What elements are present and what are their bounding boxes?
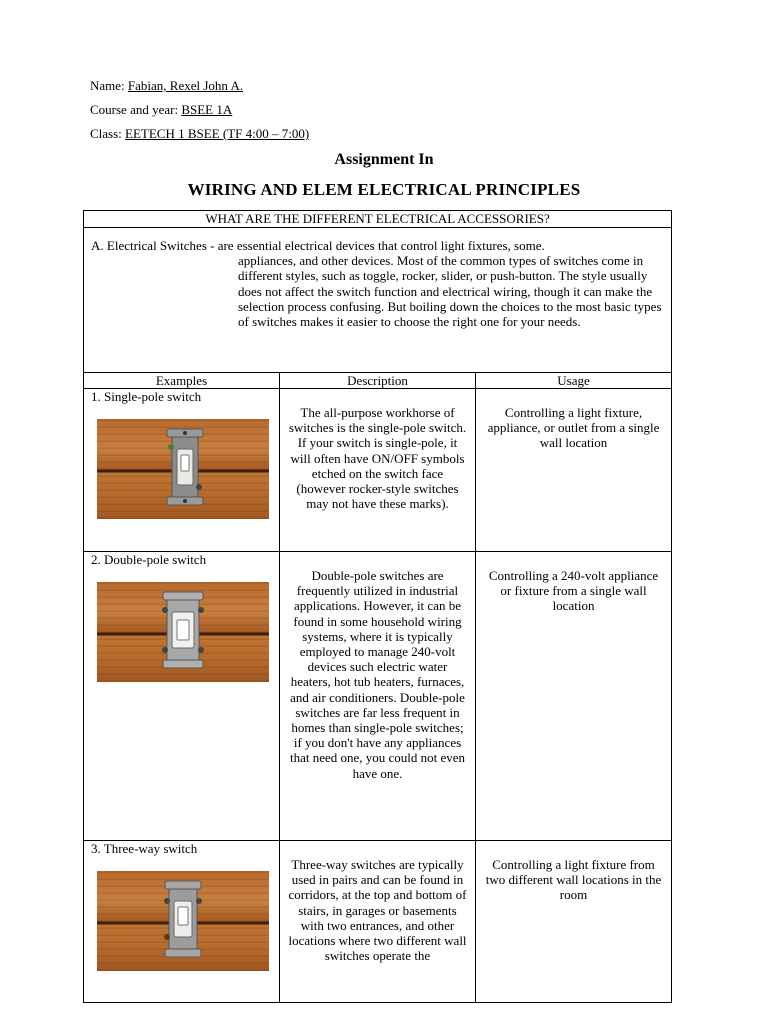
table-row (84, 552, 672, 841)
description-cell: Double-pole switches are frequently utilized in industrial applications. However, it can be found in some household wiring systems, where it is typically employed to manage 240-volt devices such electric water heaters, hot tub heaters, furnaces, and air conditioners. Double-pole switches are far less frequent in homes than single-pole switches; if you don't have any appliances that need one, you could not even have one. (280, 552, 476, 841)
column-header-examples: Examples (84, 373, 280, 389)
course-value: BSEE 1A (181, 102, 233, 117)
switch-icon (97, 871, 269, 971)
description-cell: Three-way switches are typically used in pairs and can be found in corridors, at the top and bottom of stairs, in garages or basements with two entrances, and other locations where two different wall switches operate the (280, 841, 476, 1003)
intro-lead: A. Electrical Switches - are essential electrical devices that control light fixtures, some. (91, 238, 545, 253)
column-header-row (84, 373, 672, 389)
name-value: Fabian, Rexel John A. (127, 78, 244, 93)
column-header-usage: Usage (476, 373, 672, 389)
three-way-switch-photo (97, 871, 269, 971)
class-value: EETECH 1 BSEE (TF 4:00 – 7:00) (125, 126, 310, 141)
example-cell (84, 841, 280, 1003)
assignment-title: Assignment In (334, 151, 434, 168)
table-row (84, 389, 672, 552)
example-label: 1. Single-pole switch (91, 389, 202, 404)
intro-body: appliances, and other devices. Most of the common types of switches come in different styles, such as toggle, rocker, slider, or push-button. The style usually does not affect the switch function and electrical wiring, though it can make the selection process confusing. But boiling down the choices to the most basic types of switches makes it easier to choose the right one for your needs. (238, 253, 662, 330)
example-label: 2. Double-pole switch (91, 552, 207, 567)
question-cell: WHAT ARE THE DIFFERENT ELECTRICAL ACCESSORIES? (84, 211, 672, 228)
example-cell (84, 552, 280, 841)
description-cell: The all-purpose workhorse of switches is the single-pole switch. If your switch is single-pole, it will often have ON/OFF symbols etched on the switch face (however rocker-style switches may not have these marks). (280, 389, 476, 552)
intro-cell (84, 228, 672, 373)
table-row (84, 841, 672, 1003)
example-label: 3. Three-way switch (91, 841, 198, 856)
example-cell (84, 389, 280, 552)
name-label: Name: (90, 78, 128, 93)
usage-cell: Controlling a 240-volt appliance or fixture from a single wall location (476, 552, 672, 841)
usage-cell: Controlling a light fixture from two different wall locations in the room (476, 841, 672, 1003)
single-pole-switch-photo (97, 419, 269, 519)
column-header-description: Description (280, 373, 476, 389)
usage-cell: Controlling a light fixture, appliance, or outlet from a single wall location (476, 389, 672, 552)
student-name-line (90, 78, 243, 94)
accessories-table (83, 210, 672, 1003)
intro-row (84, 228, 672, 373)
class-line (90, 126, 309, 142)
subject-title: WIRING AND ELEM ELECTRICAL PRINCIPLES (187, 180, 581, 199)
switch-icon (97, 419, 269, 519)
switch-icon (97, 582, 269, 682)
question-row (84, 211, 672, 228)
class-label: Class: (90, 126, 126, 141)
course-year-line (90, 102, 232, 118)
course-label: Course and year: (90, 102, 182, 117)
double-pole-switch-photo (97, 582, 269, 682)
